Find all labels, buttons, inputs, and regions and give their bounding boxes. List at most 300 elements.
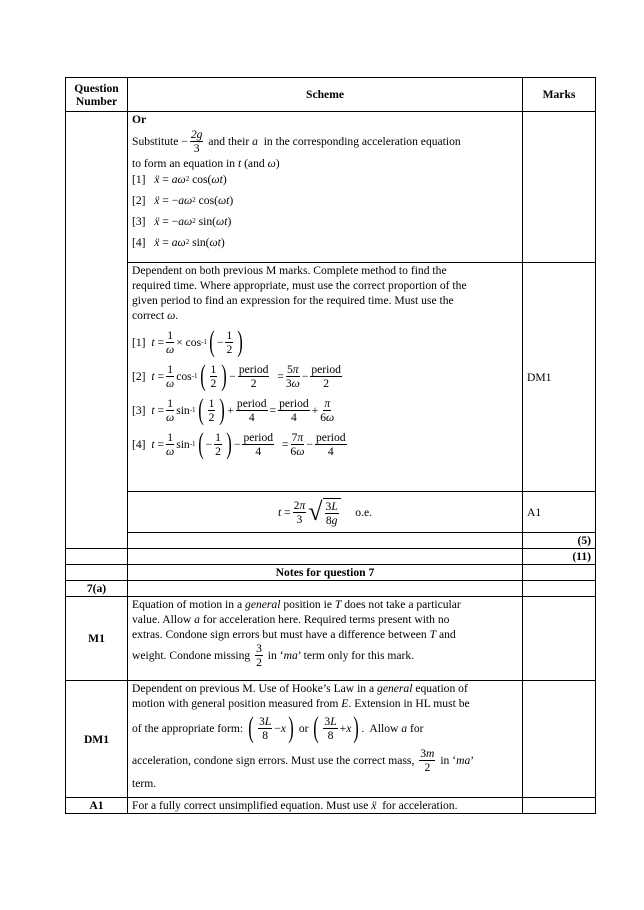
- fraction-denominator: [166, 377, 174, 390]
- fraction-numerator: [323, 715, 337, 729]
- note-m1-marks-empty: [523, 597, 596, 681]
- subtotal-empty: [128, 533, 523, 549]
- mark-scheme-table: [65, 77, 596, 814]
- math-text: =: [269, 403, 277, 417]
- part-marks-empty: [523, 581, 596, 597]
- math-text: 1: [226, 328, 233, 342]
- math-text: sin: [176, 437, 190, 451]
- right-paren: ): [288, 711, 294, 744]
- fraction-denominator: [251, 377, 257, 390]
- math-fraction: [310, 363, 342, 390]
- fraction-numerator: [210, 363, 218, 377]
- note-m1-label: M1: [66, 597, 128, 681]
- math-text: for: [407, 721, 424, 735]
- header-question-number: Question Number: [66, 78, 128, 112]
- math-superscript: -1: [189, 439, 196, 448]
- math-variable: π: [299, 498, 306, 512]
- or-row: [66, 112, 596, 263]
- acc-equation-3: [132, 214, 518, 229]
- math-parentheses: [196, 429, 234, 459]
- math-fraction: [286, 363, 300, 390]
- math-fraction: [290, 431, 304, 458]
- math-text: period: [236, 396, 267, 410]
- right-paren: ): [237, 325, 244, 358]
- note-a1-line: [132, 798, 518, 813]
- fraction-numerator: [225, 329, 233, 343]
- math-variable: T: [429, 628, 437, 641]
- math-text: For a fully correct unsimplified equation. Must use: [132, 799, 372, 812]
- dependent-text-1: Dependent on both previous M marks. Complete method to find the: [132, 264, 447, 277]
- fraction-numerator: [323, 397, 331, 411]
- math-parentheses: [311, 713, 361, 743]
- math-text: 2: [293, 498, 300, 512]
- math-text: 6: [290, 444, 297, 458]
- math-text: [4]: [132, 236, 155, 249]
- math-fraction: [238, 363, 270, 390]
- math-variable: E: [341, 697, 349, 710]
- dependent-row: [66, 263, 596, 492]
- note-m1-line-3: [132, 627, 518, 642]
- fraction-numerator: [310, 363, 342, 377]
- paren-content: [217, 329, 235, 356]
- math-fraction: [214, 431, 222, 458]
- math-text: = −: [159, 194, 179, 207]
- note-dm1-row: [66, 681, 596, 798]
- math-text: period: [238, 362, 269, 376]
- note-m1-text: [128, 597, 523, 681]
- note-m1-line-1: [132, 597, 518, 612]
- math-fraction: [315, 431, 347, 458]
- fraction-denominator: [215, 445, 221, 458]
- fraction-numerator: [166, 431, 174, 445]
- math-text: and their: [205, 135, 253, 148]
- fraction-denominator: [209, 411, 215, 424]
- math-text: or: [295, 721, 312, 735]
- math-text: −: [301, 369, 309, 383]
- math-text: position ie: [280, 598, 335, 611]
- math-fraction: [225, 329, 233, 356]
- radicand: [323, 498, 341, 527]
- math-text: ): [229, 194, 234, 207]
- math-text: −: [181, 135, 188, 148]
- fraction-numerator: [166, 397, 174, 411]
- math-variable: ωt: [209, 236, 221, 249]
- math-fraction: [320, 397, 334, 424]
- math-text: sin(: [189, 236, 210, 249]
- math-text: [2]: [132, 194, 155, 207]
- math-superscript: 2: [192, 217, 196, 225]
- math-text: .: [175, 309, 179, 322]
- math-variable: ωt: [217, 194, 230, 207]
- math-text: 6: [320, 410, 327, 424]
- fraction-numerator: [286, 363, 300, 377]
- math-text: =: [271, 369, 284, 383]
- fraction-denominator: [328, 445, 334, 458]
- note-m1-line-4: [132, 642, 518, 669]
- time-equation-4: [132, 429, 518, 459]
- math-fraction: [255, 642, 263, 669]
- math-variable: aω: [178, 194, 193, 207]
- paren-content: [206, 397, 218, 424]
- radical-sign: √: [308, 497, 323, 526]
- math-text: =: [159, 236, 172, 249]
- math-text: 4: [248, 410, 255, 424]
- fraction-numerator: [238, 363, 270, 377]
- math-text: 2: [323, 376, 330, 390]
- math-text: 8: [327, 728, 334, 742]
- fraction-numerator: [190, 128, 204, 142]
- math-text: extras. Condone sign errors but must have a difference between: [132, 628, 430, 641]
- dependent-method-cell: [128, 263, 523, 492]
- math-text: in ‘: [264, 649, 284, 662]
- math-text: 2: [208, 410, 215, 424]
- math-text: . Extension in HL must be: [348, 697, 470, 710]
- note-a1-row: [66, 798, 596, 814]
- math-variable: g: [331, 513, 338, 527]
- math-text: [1]: [132, 173, 155, 186]
- notes-title-row: [66, 565, 596, 581]
- math-text: (and: [241, 157, 268, 170]
- math-variable: aω: [171, 173, 186, 186]
- fraction-denominator: [166, 411, 174, 424]
- right-paren: ): [353, 711, 360, 744]
- math-text: 4: [255, 444, 262, 458]
- fraction-denominator: [326, 514, 338, 527]
- part-row: [66, 581, 596, 597]
- math-variable: ẍ: [154, 173, 160, 186]
- math-variable: π: [297, 430, 304, 444]
- math-text: 3: [420, 747, 427, 760]
- fraction-denominator: [166, 343, 174, 356]
- math-text: [3]: [132, 215, 155, 228]
- math-superscript: 2: [185, 175, 190, 183]
- fraction-denominator: [255, 445, 261, 458]
- math-text: = −: [159, 215, 179, 228]
- note-dm1-line-5: [132, 776, 518, 791]
- math-text: Equation of motion in a: [132, 598, 246, 611]
- note-dm1-line-1: [132, 681, 518, 696]
- fraction-numerator: [255, 642, 263, 656]
- math-text: ): [227, 215, 232, 228]
- left-paren: (: [248, 711, 254, 744]
- note-m1-row: [66, 597, 596, 681]
- dependent-text-3: given period to find an expression for the required time. Must use the: [132, 294, 454, 307]
- math-text: 1: [167, 430, 173, 444]
- form-line: [132, 156, 518, 171]
- math-variable: x: [280, 721, 286, 735]
- math-text: 1: [208, 396, 215, 410]
- math-variable: π: [292, 362, 299, 376]
- math-text: to form an equation in: [132, 157, 238, 170]
- fraction-denominator: [328, 729, 334, 742]
- left-paren: (: [197, 427, 204, 460]
- note-dm1-line-2: [132, 696, 518, 711]
- note-a1-text: [128, 798, 523, 814]
- fraction-numerator: [291, 431, 305, 445]
- math-text: ): [220, 236, 225, 249]
- or-label: Or: [132, 113, 147, 126]
- math-text: 8: [325, 513, 332, 527]
- fraction-numerator: [293, 499, 307, 513]
- math-fraction: [325, 500, 339, 527]
- math-text: +: [311, 403, 319, 417]
- substitute-line: [132, 128, 518, 155]
- math-variable: ma: [456, 754, 471, 767]
- math-variable: x: [346, 721, 352, 735]
- math-text: for acceleration here. Required terms present with no: [199, 613, 450, 626]
- math-text: period: [279, 396, 309, 410]
- math-text: . Allow: [361, 721, 402, 735]
- math-variable: a: [401, 721, 408, 735]
- math-text: =: [276, 437, 289, 451]
- note-dm1-text: [128, 681, 523, 798]
- math-variable: ω: [291, 376, 300, 390]
- math-fraction: [190, 128, 204, 155]
- or-marks-cell: [523, 112, 596, 263]
- math-text: equation of: [412, 682, 468, 695]
- math-variable: general: [377, 682, 413, 695]
- subtotal-row: [66, 533, 596, 549]
- fraction-denominator: [256, 656, 262, 669]
- math-text: =: [154, 369, 164, 383]
- math-fraction: [242, 431, 274, 458]
- fraction-numerator: [214, 431, 222, 445]
- fraction-numerator: [315, 431, 347, 445]
- math-text: 2: [226, 342, 233, 356]
- math-variable: ωt: [216, 215, 228, 228]
- math-variable: ω: [166, 376, 175, 390]
- math-fraction: [278, 397, 310, 424]
- math-variable: ω: [296, 444, 305, 458]
- math-text: −: [216, 335, 224, 349]
- fraction-denominator: [297, 513, 303, 526]
- acc-equation-1: [132, 172, 518, 187]
- math-variable: t: [237, 157, 242, 170]
- fraction-numerator: [325, 500, 339, 514]
- left-paren: (: [197, 393, 204, 426]
- math-text: weight. Condone missing: [132, 649, 254, 662]
- answer-cell: [128, 492, 523, 533]
- fraction-numerator: [278, 397, 310, 411]
- fraction-numerator: [258, 715, 272, 729]
- right-paren: ): [226, 427, 232, 460]
- part-empty: [128, 581, 523, 597]
- fraction-numerator: [419, 747, 435, 761]
- math-parentheses: [207, 327, 245, 357]
- math-fraction: [166, 363, 174, 390]
- left-paren: (: [209, 325, 215, 358]
- math-text: 2: [256, 656, 262, 669]
- fraction-denominator: [291, 411, 297, 424]
- math-text: +: [227, 403, 234, 417]
- math-variable: ẍ: [154, 215, 160, 228]
- note-a1-marks-empty: [523, 798, 596, 814]
- math-text: 7: [291, 430, 298, 444]
- math-variable: a: [252, 135, 258, 148]
- time-equation-3: [132, 395, 518, 425]
- math-variable: aω: [171, 236, 186, 249]
- math-text: 1: [215, 430, 221, 444]
- math-text: Substitute: [132, 135, 182, 148]
- math-parentheses: [196, 395, 228, 425]
- math-text: −: [205, 437, 213, 451]
- math-fraction: [210, 363, 218, 390]
- math-text: 3: [258, 714, 265, 728]
- math-text: −: [233, 437, 241, 451]
- math-parentheses: [198, 361, 230, 391]
- total-row: [66, 549, 596, 565]
- fraction-numerator: [166, 329, 174, 343]
- math-variable: L: [330, 714, 337, 728]
- math-variable: a: [194, 613, 200, 626]
- right-paren: ): [221, 359, 228, 392]
- math-fraction: [166, 329, 174, 356]
- answer-row: [66, 492, 596, 533]
- dependent-text-2: required time. Where appropriate, must use the correct proportion of the: [132, 279, 467, 292]
- math-text: 8: [262, 728, 268, 742]
- math-text: ’: [470, 754, 475, 767]
- math-text: 2: [424, 761, 431, 774]
- fraction-denominator: [290, 445, 304, 458]
- math-text: cos(: [195, 194, 218, 207]
- total-marks: (11): [523, 549, 596, 565]
- math-fraction: [208, 397, 216, 424]
- fraction-numerator: [236, 397, 268, 411]
- math-text: period: [315, 430, 346, 444]
- paren-content: [206, 431, 224, 458]
- math-text: =: [154, 335, 164, 349]
- math-fraction: [419, 747, 435, 774]
- math-superscript: 2: [192, 196, 196, 204]
- math-text: 4: [290, 410, 297, 424]
- notes-title-q-empty: [66, 565, 128, 581]
- math-variable: π: [324, 396, 331, 410]
- math-text: 3: [325, 499, 332, 513]
- math-text: 1: [210, 362, 217, 376]
- math-text: correct: [132, 309, 168, 322]
- math-text: Dependent on previous M. Use of Hooke’s Law in a: [132, 682, 378, 695]
- header-scheme: Scheme: [128, 78, 523, 112]
- math-fraction: [258, 715, 272, 742]
- math-text: cos: [176, 369, 192, 383]
- math-variable: ẍ: [154, 236, 160, 249]
- fraction-denominator: [211, 377, 217, 390]
- math-text: =: [154, 403, 164, 417]
- header-marks: Marks: [523, 78, 596, 112]
- math-variable: ωt: [211, 173, 223, 186]
- fraction-denominator: [262, 729, 268, 742]
- math-text: ): [275, 157, 280, 170]
- header-row: [66, 78, 596, 112]
- math-text: [2]: [132, 369, 152, 383]
- math-text: =: [159, 173, 172, 186]
- math-variable: ω: [167, 309, 176, 322]
- math-text: period: [311, 362, 341, 376]
- math-text: o.e.: [340, 505, 373, 519]
- fraction-denominator: [226, 343, 232, 356]
- math-text: term.: [132, 777, 157, 790]
- math-text: 3: [256, 642, 262, 655]
- math-text: 1: [167, 362, 173, 376]
- math-text: ’ term only for this mark.: [297, 649, 415, 662]
- math-text: 3: [285, 376, 292, 390]
- math-variable: t: [151, 437, 155, 451]
- math-variable: general: [245, 598, 281, 611]
- time-equation-1: [132, 327, 518, 357]
- note-m1-line-2: [132, 612, 518, 627]
- math-text: does not take a particular: [341, 598, 461, 611]
- subtotal-marks: (5): [523, 533, 596, 549]
- math-variable: ẍ: [371, 799, 377, 812]
- question-cell-empty: [66, 112, 128, 549]
- fraction-denominator: [166, 445, 174, 458]
- note-dm1-marks-empty: [523, 681, 596, 798]
- math-text: sin(: [195, 215, 217, 228]
- math-text: × cos: [176, 335, 202, 349]
- notes-title-marks-empty: [523, 565, 596, 581]
- math-variable: t: [151, 335, 155, 349]
- math-text: [1]: [132, 335, 152, 349]
- fraction-denominator: [194, 142, 200, 155]
- math-text: 3: [296, 512, 303, 526]
- dm1-mark: DM1: [523, 263, 596, 492]
- math-text: 4: [327, 444, 334, 458]
- math-variable: m: [426, 747, 435, 760]
- math-variable: T: [334, 598, 342, 611]
- note-dm1-line-3: [132, 713, 518, 743]
- math-text: 1: [167, 328, 173, 342]
- math-variable: ma: [283, 649, 298, 662]
- math-variable: aω: [178, 215, 193, 228]
- math-variable: L: [264, 714, 272, 728]
- math-variable: ẍ: [154, 194, 160, 207]
- fraction-denominator: [424, 761, 430, 774]
- math-variable: 2g: [190, 128, 203, 141]
- math-text: of the appropriate form:: [132, 721, 246, 735]
- math-variable: ω: [326, 410, 335, 424]
- paren-content: [321, 715, 351, 742]
- math-text: in ‘: [437, 754, 457, 767]
- math-text: value. Allow: [132, 613, 195, 626]
- math-text: 2: [250, 376, 257, 390]
- fraction-numerator: [208, 397, 216, 411]
- math-text: for acceleration.: [376, 799, 458, 812]
- math-fraction: [293, 499, 307, 526]
- math-text: −: [274, 721, 281, 735]
- a1-mark: A1: [523, 492, 596, 533]
- math-variable: t: [151, 369, 155, 383]
- acc-equation-4: [132, 235, 518, 250]
- math-text: and: [436, 628, 456, 641]
- math-text: period: [243, 430, 274, 444]
- fraction-denominator: [286, 377, 300, 390]
- math-text: 3: [193, 142, 200, 155]
- math-text: 1: [167, 396, 173, 410]
- math-text: −: [229, 369, 236, 383]
- notes-title: Notes for question 7: [128, 565, 523, 581]
- right-paren: ): [219, 393, 226, 426]
- math-variable: t: [151, 403, 155, 417]
- total-empty: [128, 549, 523, 565]
- math-variable: t: [277, 505, 282, 519]
- fraction-numerator: [166, 363, 174, 377]
- fraction-numerator: [242, 431, 274, 445]
- paren-content: [256, 715, 286, 742]
- math-variable: L: [331, 499, 338, 513]
- note-dm1-line-4: [132, 747, 518, 774]
- math-text: −: [306, 437, 313, 451]
- note-dm1-label: DM1: [66, 681, 128, 798]
